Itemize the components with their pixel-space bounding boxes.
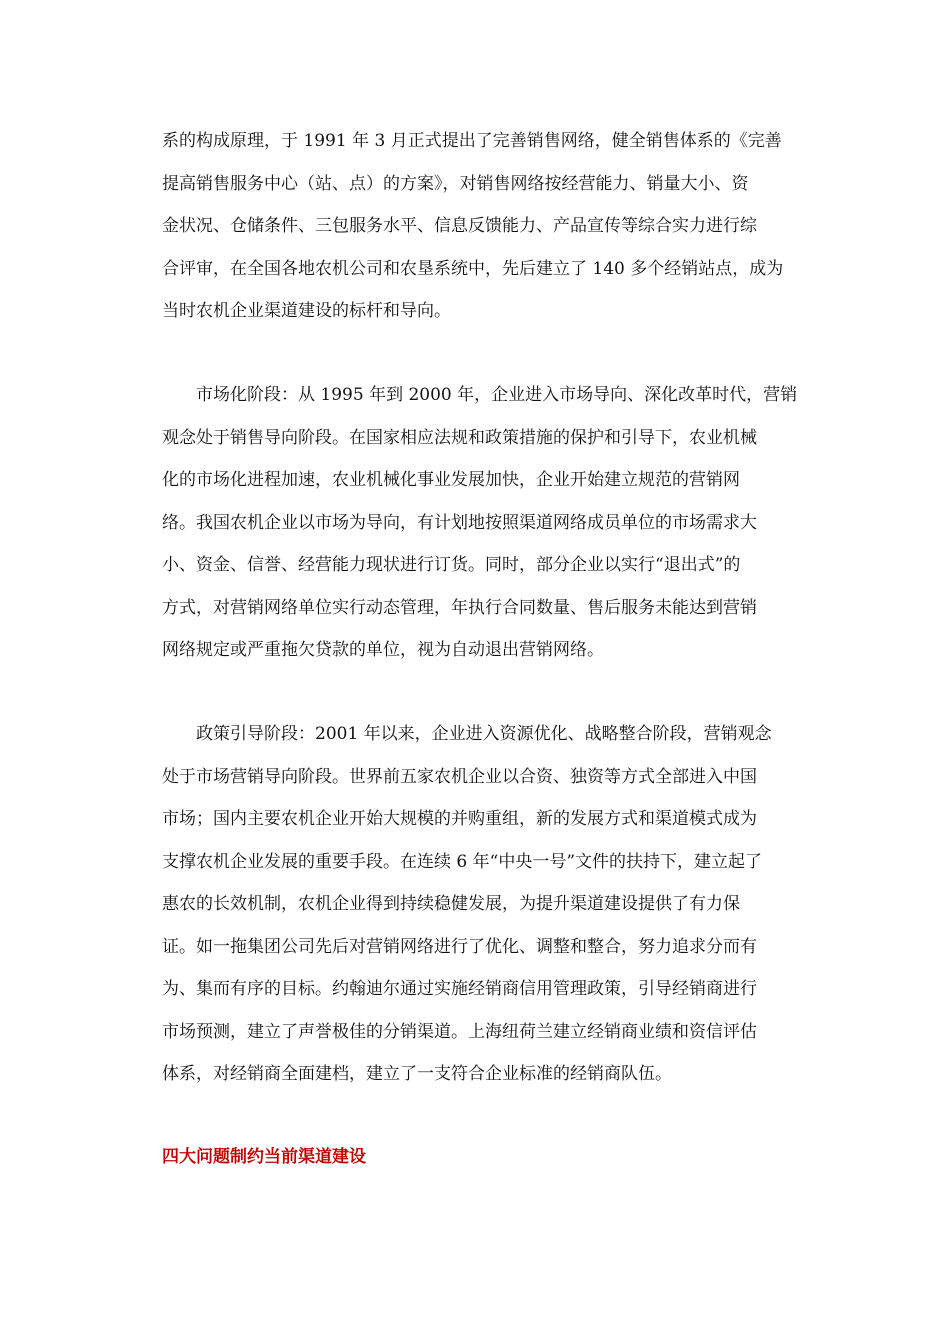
paragraph-line: 合评审，在全国各地农机公司和农垦系统中，先后建立了 140 多个经销站点，成为 [162, 258, 784, 279]
paragraph-line: 方式，对营销网络单位实行动态管理，年执行合同数量、售后服务未能达到营销 [162, 597, 757, 618]
paragraph-line: 市场；国内主要农机企业开始大规模的并购重组，新的发展方式和渠道模式成为 [162, 809, 757, 829]
paragraph-line: 市场预测，建立了声誉极佳的分销渠道。上海纽荷兰建立经销商业绩和资信评估 [162, 1021, 757, 1042]
paragraph-line: 支撑农机企业发展的重要手段。在连续 6 年“中央一号”文件的扶持下，建立起了 [162, 851, 763, 872]
paragraph-line: 络。我国农机企业以市场为导向，有计划地按照渠道网络成员单位的市场需求大 [162, 512, 757, 533]
paragraph-line: 网络规定或严重拖欠贷款的单位，视为自动退出营销网络。 [162, 640, 604, 660]
section-heading: 四大问题制约当前渠道建设 [162, 1147, 366, 1167]
paragraph-line: 市场化阶段：从 1995 年到 2000 年，企业进入市场导向、深化改革时代，营销 [196, 385, 798, 405]
paragraph-line: 金状况、仓储条件、三包服务水平、信息反馈能力、产品宣传等综合实力进行综 [162, 216, 757, 236]
paragraph-line: 政策引导阶段：2001 年以来，企业进入资源优化、战略整合阶段，营销观念 [196, 724, 772, 744]
paragraph-line: 当时农机企业渠道建设的标杆和导向。 [162, 301, 451, 321]
paragraph-marketization-stage [162, 381, 802, 679]
paragraph-line: 为、集而有序的目标。约翰迪尔通过实施经销商信用管理政策，引导经销商进行 [162, 979, 757, 999]
paragraph-policy-guidance-stage [162, 720, 802, 1103]
paragraph-sales-network [162, 127, 802, 340]
paragraph-line: 小、资金、信誉、经营能力现状进行订货。同时，部分企业以实行“退出式”的 [162, 555, 741, 575]
paragraph-line: 体系，对经销商全面建档，建立了一支符合企业标准的经销商队伍。 [162, 1064, 672, 1084]
paragraph-line: 处于市场营销导向阶段。世界前五家农机企业以合资、独资等方式全部进入中国 [162, 766, 757, 787]
paragraph-line: 证。如一拖集团公司先后对营销网络进行了优化、调整和整合，努力追求分而有 [162, 936, 757, 957]
paragraph-line: 系的构成原理，于 1991 年 3 月正式提出了完善销售网络，健全销售体系的《完善 [162, 131, 782, 151]
paragraph-line: 观念处于销售导向阶段。在国家相应法规和政策措施的保护和引导下，农业机械 [162, 427, 757, 448]
paragraph-line: 惠农的长效机制，农机企业得到持续稳健发展，为提升渠道建设提供了有力保 [162, 894, 740, 914]
paragraph-line: 化的市场化进程加速，农业机械化事业发展加快，企业开始建立规范的营销网 [162, 470, 740, 490]
paragraph-line: 提高销售服务中心（站、点）的方案》，对销售网络按经营能力、销量大小、资 [162, 173, 749, 194]
